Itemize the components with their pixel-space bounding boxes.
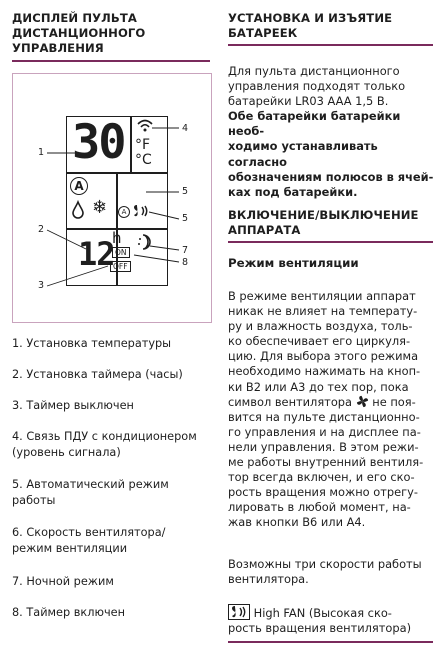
left-heading-line: УПРАВЛЕНИЯ xyxy=(12,41,104,55)
text-line: никак не влияет на температу- xyxy=(228,304,418,319)
unit-fahrenheit: °F xyxy=(135,137,151,153)
text-line: го управления и на дисплее па- xyxy=(228,424,421,439)
text-line: вентилятора. xyxy=(228,572,309,587)
heading-batteries-rule xyxy=(228,44,433,46)
callout-1: 1 xyxy=(38,147,45,158)
left-heading-line: ДИСПЛЕЙ ПУЛЬТА xyxy=(12,11,137,25)
callout-2: 2 xyxy=(38,224,45,235)
ventilation-paragraph xyxy=(228,289,440,531)
timer-digits: 12 xyxy=(78,235,115,273)
callout-4: 4 xyxy=(182,123,189,134)
callout-5a: 5 xyxy=(182,186,189,197)
fan-icon xyxy=(356,395,369,408)
callout-5b: 5 xyxy=(182,213,189,224)
high-fan-line xyxy=(228,604,440,621)
caption-6: 6. Скорость вентилятора/ xyxy=(12,526,166,539)
heading-line: АППАРАТА xyxy=(228,223,301,237)
heading-line: БАТАРЕЕК xyxy=(228,26,298,40)
text-line-bold: ходимо устанавливать согласно xyxy=(228,139,378,169)
high-fan-line2: рость вращения вентилятора) xyxy=(228,621,412,636)
caption-2: 2. Установка таймера (часы) xyxy=(12,368,183,381)
bottom-rule xyxy=(228,641,433,643)
caption-4: 4. Связь ПДУ с кондиционером xyxy=(12,430,197,443)
callout-8: 8 xyxy=(182,257,189,268)
text-line: ко обеспечивает его циркуля- xyxy=(228,334,411,349)
heading-line: ВКЛЮЧЕНИЕ/ВЫКЛЮЧЕНИЕ xyxy=(228,208,419,222)
subheading-ventilation: Режим вентиляции xyxy=(228,256,359,270)
caption-8: 8. Таймер включен xyxy=(12,606,125,619)
text-line-bold: ках под батарейки. xyxy=(228,184,358,199)
heading-line: УСТАНОВКА И ИЗЪЯТИЕ xyxy=(228,11,393,25)
text-line: вится на пульте дистанционно- xyxy=(228,409,420,424)
text-line: нели управления. В этом режи- xyxy=(228,439,419,454)
callout-3: 3 xyxy=(38,280,45,291)
caption-3: 3. Таймер выключен xyxy=(12,399,134,412)
text-line: батарейки LR03 AAA 1,5 В. xyxy=(228,94,389,109)
callout-lines xyxy=(0,0,210,300)
heading-batteries xyxy=(228,11,433,41)
text-line: рость вращения можно отрегу- xyxy=(228,485,418,500)
text-line: тор всегда включен, и его ско- xyxy=(228,470,415,485)
unit-celsius: °C xyxy=(135,152,152,168)
caption-5: 5. Автоматический режим xyxy=(12,478,169,491)
caption-6b: режим вентиляции xyxy=(12,542,128,555)
battery-paragraph xyxy=(228,64,438,200)
timer-unit: h xyxy=(112,229,122,247)
heading-onoff-rule xyxy=(228,241,433,243)
text-line: В режиме вентиляции аппарат xyxy=(228,289,416,303)
text-line: жав кнопки B6 или A4. xyxy=(228,515,366,530)
caption-4b: (уровень сигнала) xyxy=(12,446,121,459)
text-line: ки B2 или A3 до тех пор, пока xyxy=(228,379,409,394)
high-fan-item xyxy=(228,604,440,636)
text-line-bold: Обе батарейки батарейки необ- xyxy=(228,109,401,139)
text-fragment: не поя- xyxy=(372,394,416,409)
cool-mode-icon: ❄ xyxy=(92,197,108,218)
heading-onoff xyxy=(228,208,433,238)
text-line: ме работы внутренний вентиля- xyxy=(228,455,424,470)
temperature-digits: 30 xyxy=(72,115,125,170)
text-line: цию. Для выбора этого режима xyxy=(228,349,419,364)
fan-speeds-paragraph xyxy=(228,557,440,587)
caption-7: 7. Ночной режим xyxy=(12,575,114,588)
caption-1: 1. Установка температуры xyxy=(12,337,172,350)
fan-auto-icon: A xyxy=(118,206,130,218)
text-line: Для пульта дистанционного xyxy=(228,64,400,78)
timer-off-label: OFF xyxy=(113,262,128,271)
timer-on-label: ON xyxy=(115,248,127,257)
high-fan-icon xyxy=(228,604,250,620)
text-line: необходимо нажимать на кноп- xyxy=(228,364,421,379)
caption-5b: работы xyxy=(12,494,56,507)
callout-7: 7 xyxy=(182,245,189,256)
text-line: лировать в любой момент, на- xyxy=(228,500,411,515)
text-fragment: символ вентилятора xyxy=(228,394,352,409)
auto-mode-label: A xyxy=(74,179,84,193)
left-heading-line: ДИСТАНЦИОННОГО xyxy=(12,26,146,40)
text-line: ру и влажность воздуха, толь- xyxy=(228,319,413,334)
text-line-bold: обозначениям полюсов в ячей- xyxy=(228,169,434,184)
text-line-with-icon xyxy=(228,395,440,410)
text-line: управления подходят только xyxy=(228,79,406,94)
high-fan-label: High FAN (Высокая ско- xyxy=(253,606,392,620)
text-line: Возможны три скорости работы xyxy=(228,557,422,571)
